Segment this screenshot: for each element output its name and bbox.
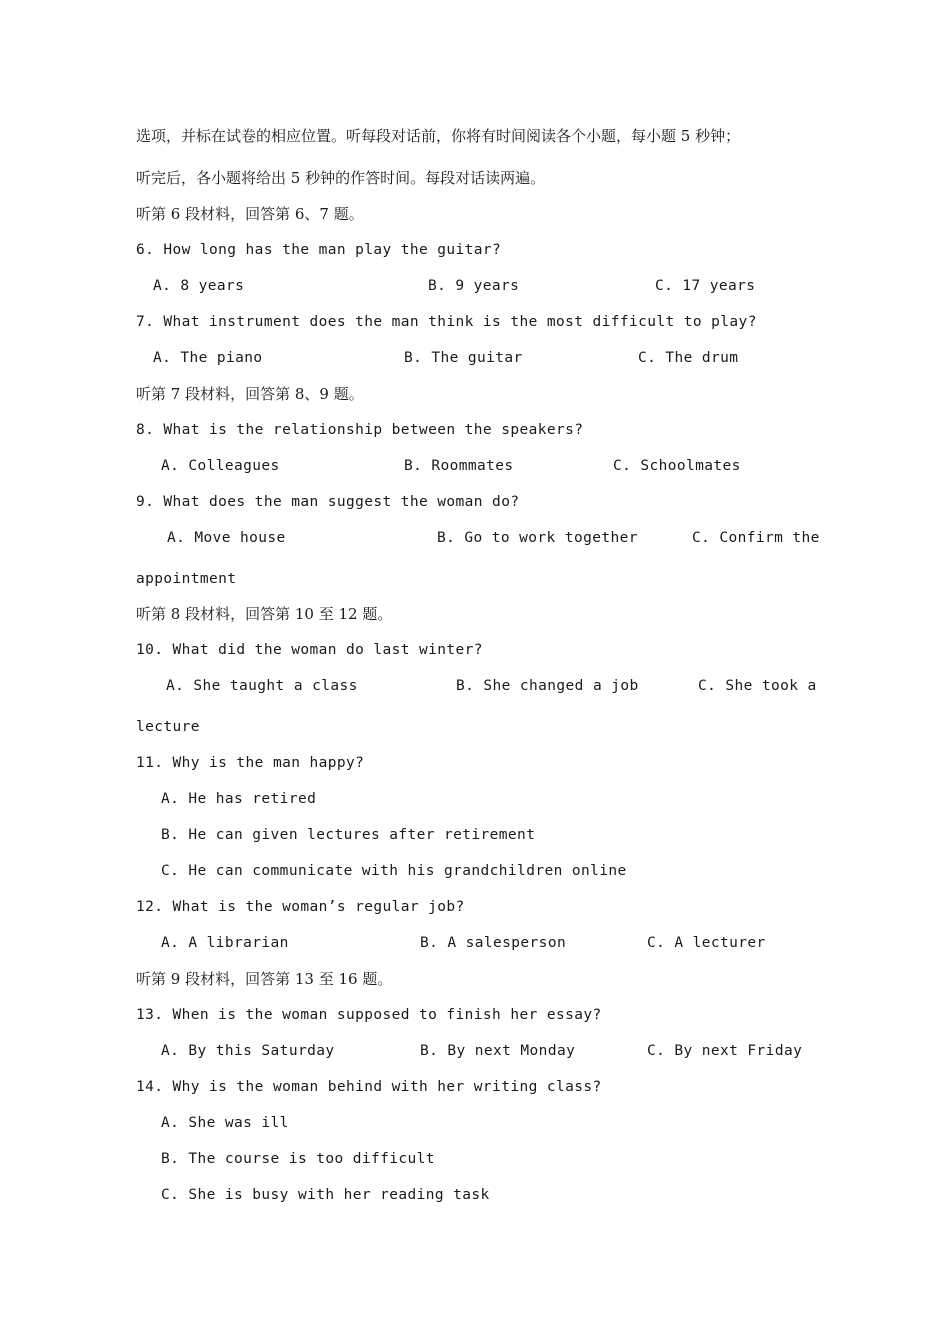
question-9-option-c: C. Confirm the — [692, 530, 820, 546]
question-14-option-a: A. She was ill — [161, 1115, 289, 1131]
question-11-stem: 11. Why is the man happy? — [136, 755, 365, 771]
question-6-option-c: C. 17 years — [655, 278, 756, 294]
question-6-option-b: B. 9 years — [428, 278, 520, 294]
intro-line-1: 选项，并标在试卷的相应位置。听每段对话前，你将有时间阅读各个小题，每小题 5 秒钟； — [136, 127, 741, 145]
question-14-option-c: C. She is busy with her reading task — [161, 1187, 490, 1203]
question-11-option-b: B. He can given lectures after retirement — [161, 827, 536, 843]
question-13-option-c: C. By next Friday — [647, 1043, 803, 1059]
question-9-stem: 9. What does the man suggest the woman do? — [136, 494, 520, 510]
question-8-option-b: B. Roommates — [404, 458, 514, 474]
question-14-option-b: B. The course is too difficult — [161, 1151, 435, 1167]
question-8-option-a: A. Colleagues — [161, 458, 280, 474]
question-6-stem: 6. How long has the man play the guitar? — [136, 242, 502, 258]
question-7-stem: 7. What instrument does the man think is the most difficult to play? — [136, 314, 757, 330]
question-7-option-b: B. The guitar — [404, 350, 523, 366]
question-8-option-c: C. Schoolmates — [613, 458, 741, 474]
question-12-stem: 12. What is the woman’s regular job? — [136, 899, 465, 915]
question-10-option-a: A. She taught a class — [166, 678, 358, 694]
question-13-option-b: B. By next Monday — [420, 1043, 576, 1059]
question-13-option-a: A. By this Saturday — [161, 1043, 335, 1059]
question-14-stem: 14. Why is the woman behind with her writing class? — [136, 1079, 602, 1095]
question-6-option-a: A. 8 years — [153, 278, 245, 294]
question-9-option-a: A. Move house — [167, 530, 286, 546]
question-9-option-c-continued: appointment — [136, 571, 237, 587]
section-7-heading: 听第 7 段材料，回答第 8、9 题。 — [136, 385, 364, 403]
question-13-stem: 13. When is the woman supposed to finish her essay? — [136, 1007, 602, 1023]
question-10-option-b: B. She changed a job — [456, 678, 639, 694]
question-11-option-c: C. He can communicate with his grandchildren online — [161, 863, 627, 879]
question-12-option-a: A. A librarian — [161, 935, 289, 951]
intro-line-2: 听完后，各小题将给出 5 秒钟的作答时间。每段对话读两遍。 — [136, 169, 546, 187]
question-8-stem: 8. What is the relationship between the speakers? — [136, 422, 584, 438]
question-11-option-a: A. He has retired — [161, 791, 317, 807]
question-7-option-a: A. The piano — [153, 350, 263, 366]
question-10-option-c: C. She took a — [698, 678, 817, 694]
question-9-option-b: B. Go to work together — [437, 530, 638, 546]
question-10-stem: 10. What did the woman do last winter? — [136, 642, 483, 658]
question-12-option-c: C. A lecturer — [647, 935, 766, 951]
question-7-option-c: C. The drum — [638, 350, 739, 366]
question-10-option-c-continued: lecture — [136, 719, 200, 735]
section-9-heading: 听第 9 段材料，回答第 13 至 16 题。 — [136, 970, 393, 988]
question-12-option-b: B. A salesperson — [420, 935, 567, 951]
section-6-heading: 听第 6 段材料，回答第 6、7 题。 — [136, 205, 364, 223]
section-8-heading: 听第 8 段材料，回答第 10 至 12 题。 — [136, 605, 393, 623]
